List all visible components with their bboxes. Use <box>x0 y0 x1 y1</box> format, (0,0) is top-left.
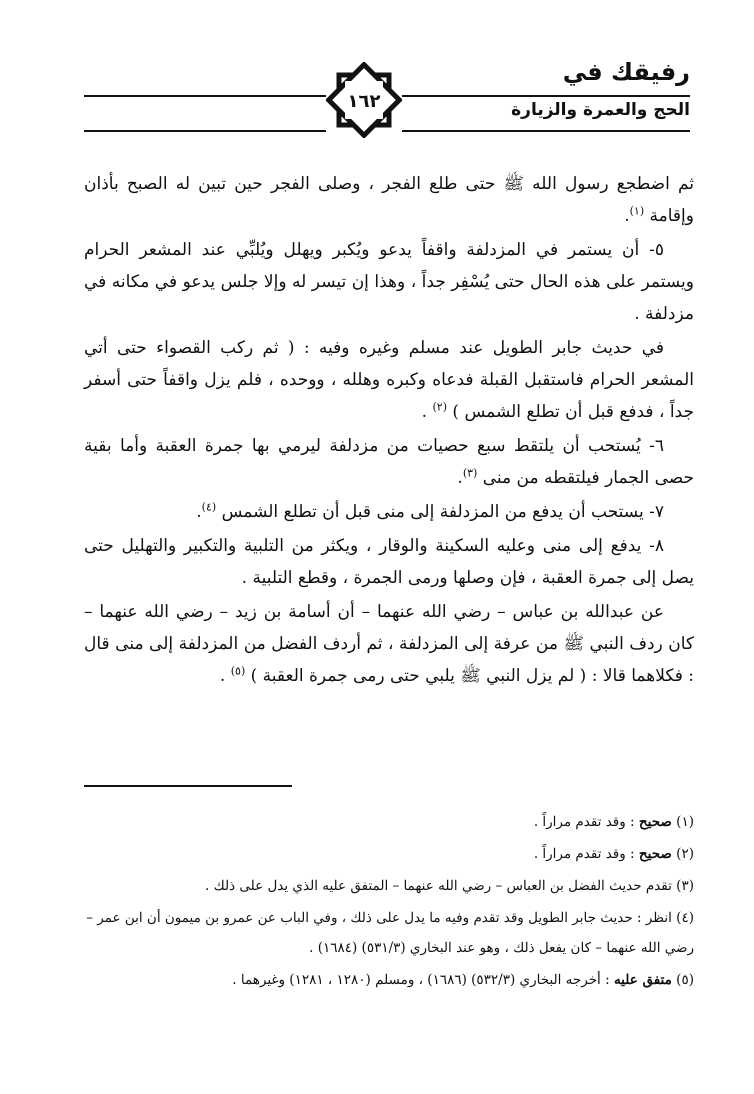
paragraph-point-6: ٦- يُستحب أن يلتقط سبع حصيات من مزدلفة ليرمي بها جمرة العقبة وأما بقية حصى الجمار فيلتقطه من منى $^{(٣)}$. <box>84 436 694 488</box>
paragraph-ibn-abbas-hadith: عن عبدالله بن عباس – رضي الله عنهما – أن أسامة بن زيد – رضي الله عنهما – كان ردف النبي ﷺ من عرفة إلى المزدلفة ، ثم أردف الفضل من المزدلفة إلى منى قال : فكلاهما قالا : ( لم يزل النبي ﷺ يلبي حتى رمى جمرة العقبة ) $^{(٥)}$ . <box>84 602 694 686</box>
star-ornament-icon <box>326 62 402 138</box>
book-title-line2: الحج والعمرة والزيارة <box>511 100 690 120</box>
footnote-separator <box>84 785 292 787</box>
footnote-4: (٤) انظر : حديث جابر الطويل وقد تقدم وفيه ما يدل على ذلك ، وفي الباب عن عمرو بن ميمون أن ابن عمر – رضي الله عنهما – كان يفعل ذلك ، وهو عند البخاري (٥٣١/٣) (١٦٨٤) . <box>86 910 694 956</box>
footnote-2: (٢) صحيح : وقد تقدم مراراً . <box>533 846 694 862</box>
footnote-5: (٥) متفق عليه : أخرجه البخاري (٥٣٢/٣) (١٦٨٦) ، ومسلم (١٢٨٠ ، ١٢٨١) وغيرهما . <box>232 972 694 988</box>
footnotes <box>84 807 694 997</box>
main-text <box>84 168 694 694</box>
paragraph-1: ثم اضطجع رسول الله ﷺ حتى طلع الفجر ، وصلى الفجر حين تبين له الصبح بأذان وإقامة $^{(١)}$. <box>84 174 694 226</box>
running-header <box>84 48 690 138</box>
footnote-ref-3[interactable]: (٣) <box>462 466 478 480</box>
footnote-ref-4[interactable]: (٤) <box>201 500 217 514</box>
footnote-1: (١) صحيح : وقد تقدم مراراً . <box>533 814 694 830</box>
footnote-ref-1[interactable]: (١) <box>629 204 645 218</box>
paragraph-point-5: ٥- أن يستمر في المزدلفة واقفاً يدعو ويُكبر ويهلل ويُلبِّي عند المشعر الحرام ويستمر على هذه الحال حتى يُسْفِر جداً ، وهذا إن تيسر له وإلا جلس يدعو في مكانه في مزدلفة . <box>84 240 694 324</box>
paragraph-point-7: ٧- يستحب أن يدفع من المزدلفة إلى منى قبل أن تطلع الشمس $^{(٤)}$. <box>196 500 664 522</box>
footnote-ref-5[interactable]: (٥) <box>230 664 246 678</box>
book-title-line1: رفيقك في <box>562 58 690 86</box>
footnote-3: (٣) تقدم حديث الفضل بن العباس – رضي الله عنهما – المتفق عليه الذي يدل على ذلك . <box>205 878 694 894</box>
paragraph-point-8: ٨- يدفع إلى منى وعليه السكينة والوقار ، ويكثر من التلبية والتكبير والتهليل حتى يصل إلى جمرة العقبة ، فإن وصلها ورمى الجمرة ، وقطع التلبية . <box>84 536 694 588</box>
footnote-ref-2[interactable]: (٢) <box>432 400 447 414</box>
page-number: ١٦٢ <box>347 91 381 112</box>
page-number-emblem <box>326 62 402 138</box>
paragraph-jabir-hadith: في حديث جابر الطويل عند مسلم وغيره وفيه : ( ثم ركب القصواء حتى أتي المشعر الحرام فاستقبل القبلة فدعاه وكبره وهلله ، ووحده ، فلم يزل واقفاً حتى أسفر جداً ، فدفع قبل أن تطلع الشمس ) $^{(٢)}$ . <box>84 338 694 422</box>
